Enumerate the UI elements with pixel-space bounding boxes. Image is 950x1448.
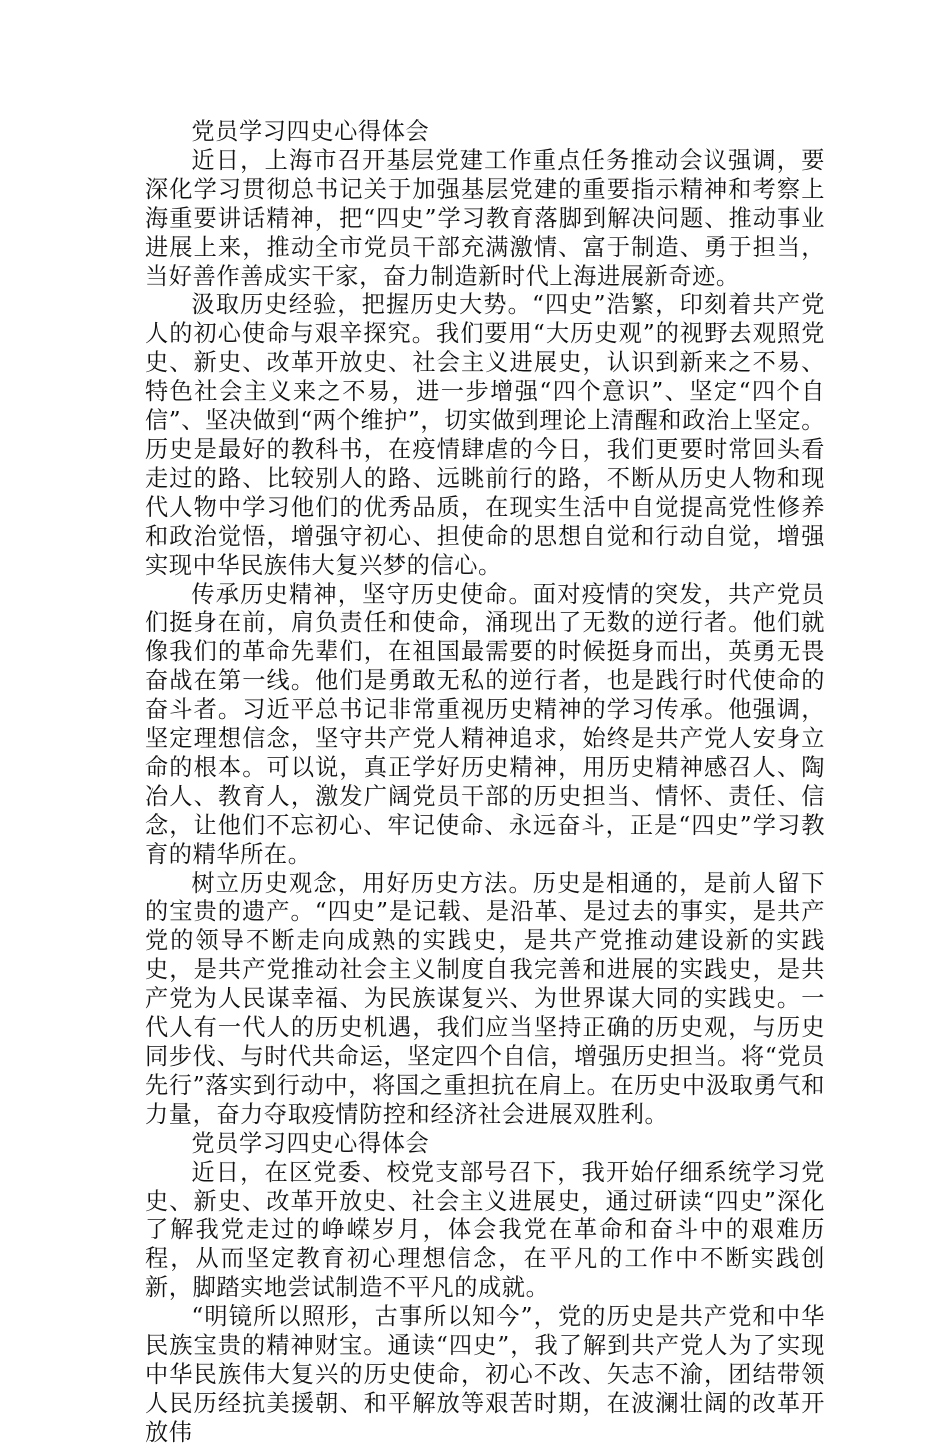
paragraph: 传承历史精神，坚守历史使命。面对疫情的突发，共产党员们挺身在前，肩负责任和使命，涌现出了无数的逆行者。他们就像我们的革命先辈们，在祖国最需要的时候挺身而出，英勇无畏奋战在第一线。他们是勇敢无私的逆行者，也是践行时代使命的奋斗者。习近平总书记非常重视历史精神的学习传承。他强调，坚定理想信念，坚守共产党人精神追求，始终是共产党人安身立命的根本。可以说，真正学好历史精神，用历史精神感召人、陶冶人、教育人，激发广阔党员干部的历史担当、情怀、责任、信念，让他们不忘初心、牢记使命、永远奋斗，正是“四史”学习教育的精华所在。 [145, 580, 825, 868]
paragraph: 近日，上海市召开基层党建工作重点任务推动会议强调，要深化学习贯彻总书记关于加强基层党建的重要指示精神和考察上海重要讲话精神，把“四史”学习教育落脚到解决问题、推动事业进展上来，推动全市党员干部充满激情、富于制造、勇于担当，当好善作善成实干家，奋力制造新时代上海进展新奇迹。 [145, 146, 825, 290]
essay-section-2 [145, 1130, 825, 1448]
document-body [145, 118, 825, 1448]
paragraph: “明镜所以照形，古事所以知今”，党的历史是共产党和中华民族宝贵的精神财宝。通读“四史”，我了解到共产党人为了实现中华民族伟大复兴的历史使命，初心不改、矢志不渝，团结带领人民历经抗美援朝、和平解放等艰苦时期，在波澜壮阔的改革开放伟 [145, 1303, 825, 1446]
essay-title: 党员学习四史心得体会 [191, 118, 430, 145]
essay-title: 党员学习四史心得体会 [191, 1129, 430, 1157]
essay-section-1 [145, 118, 825, 1130]
paragraph: 近日，在区党委、校党支部号召下，我开始仔细系统学习党史、新史、改革开放史、社会主义进展史，通过研读“四史”深化了解我党走过的峥嵘岁月，体会我党在革命和奋斗中的艰难历程，从而坚定教育初心理想信念，在平凡的工作中不断实践创新，脚踏实地尝试制造不平凡的成就。 [145, 1158, 825, 1302]
paragraph: 树立历史观念，用好历史方法。历史是相通的，是前人留下的宝贵的遗产。“四史”是记载、是沿革、是过去的事实，是共产党的领导不断走向成熟的实践史，是共产党推动建设新的实践史，是共产党推动社会主义制度自我完善和进展的实践史，是共产党为人民谋幸福、为民族谋复兴、为世界谋大同的实践史。一代人有一代人的历史机遇，我们应当坚持正确的历史观，与历史同步伐、与时代共命运，坚定四个自信，增强历史担当。将“党员先行”落实到行动中，将国之重担抗在肩上。在历史中汲取勇气和力量，奋力夺取疫情防控和经济社会进展双胜利。 [145, 869, 825, 1128]
paragraph: 汲取历史经验，把握历史大势。“四史”浩繁，印刻着共产党人的初心使命与艰辛探究。我们要用“大历史观”的视野去观照党史、新史、改革开放史、社会主义进展史，认识到新来之不易、特色社会主义来之不易，进一步增强“四个意识”、坚定“四个自信”、坚决做到“两个维护”，切实做到理论上清醒和政治上坚定。历史是最好的教科书，在疫情肆虐的今日，我们更要时常回头看走过的路、比较别人的路、远眺前行的路，不断从历史人物和现代人物中学习他们的优秀品质，在现实生活中自觉提高党性修养和政治觉悟，增强守初心、担使命的思想自觉和行动自觉，增强实现中华民族伟大复兴梦的信心。 [145, 291, 825, 579]
